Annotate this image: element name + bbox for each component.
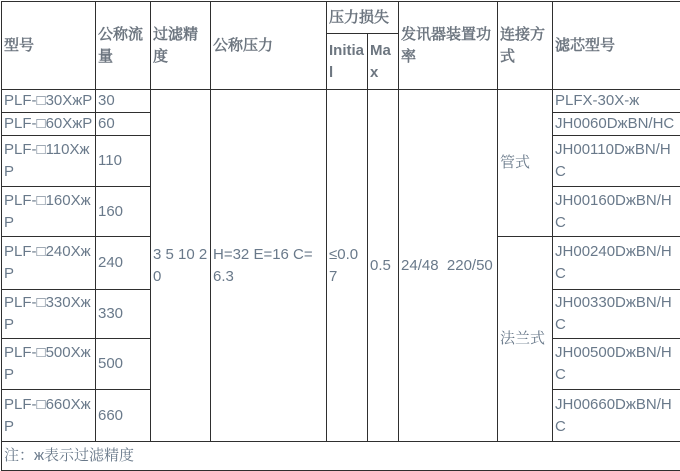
filter-spec-table	[1, 1, 680, 471]
connection-flange-cell: 法兰式	[498, 237, 553, 442]
header-max: Max	[368, 34, 399, 90]
header-element: 滤芯型号	[553, 2, 680, 90]
header-pressure-loss: 压力损失	[327, 2, 399, 34]
flow-cell: 60	[96, 113, 151, 136]
element-cell: JH00110DжBN/HC	[553, 136, 680, 187]
model-cell: PLF-□110XжP	[2, 136, 96, 187]
initial-loss-cell: ≤0.07	[327, 90, 368, 442]
flow-cell: 110	[96, 136, 151, 187]
element-cell: JH00500DжBN/HC	[553, 339, 680, 390]
flow-cell: 30	[96, 90, 151, 113]
model-cell: PLF-□330XжP	[2, 290, 96, 339]
model-cell: PLF-□30XжP	[2, 90, 96, 113]
header-power: 发讯器装置功率	[399, 2, 498, 90]
header-flow: 公称流量	[96, 2, 151, 90]
model-cell: PLF-□660XжP	[2, 390, 96, 442]
header-accuracy: 过滤精度	[151, 2, 211, 90]
flow-cell: 660	[96, 390, 151, 442]
flow-cell: 500	[96, 339, 151, 390]
max-loss-cell: 0.5	[368, 90, 399, 442]
model-cell: PLF-□500XжP	[2, 339, 96, 390]
header-model: 型号	[2, 2, 96, 90]
flow-cell: 160	[96, 187, 151, 237]
flow-cell: 330	[96, 290, 151, 339]
element-cell: PLFX-30X-ж	[553, 90, 680, 113]
header-connection: 连接方式	[498, 2, 553, 90]
element-cell: JH0060DжBN/HC	[553, 113, 680, 136]
element-cell: JH00160DжBN/HC	[553, 187, 680, 237]
header-initial: Initial	[327, 34, 368, 90]
pressure-cell: H=32 E=16 C=6.3	[211, 90, 327, 442]
element-cell: JH00330DжBN/HC	[553, 290, 680, 339]
model-cell: PLF-□240XжP	[2, 237, 96, 290]
note-row	[2, 442, 680, 471]
model-cell: PLF-□60XжP	[2, 113, 96, 136]
table-note: 注：ж表示过滤精度	[2, 442, 680, 471]
accuracy-cell: 3 5 10 20	[151, 90, 211, 442]
element-cell: JH00240DжBN/HC	[553, 237, 680, 290]
flow-cell: 240	[96, 237, 151, 290]
header-pressure: 公称压力	[211, 2, 327, 90]
element-cell: JH00660DжBN/HC	[553, 390, 680, 442]
model-cell: PLF-□160XжP	[2, 187, 96, 237]
header-row-top	[2, 2, 680, 34]
connection-tube-cell: 管式	[498, 90, 553, 237]
table-row	[2, 90, 680, 113]
power-cell: 24/48 220/50	[399, 90, 498, 442]
